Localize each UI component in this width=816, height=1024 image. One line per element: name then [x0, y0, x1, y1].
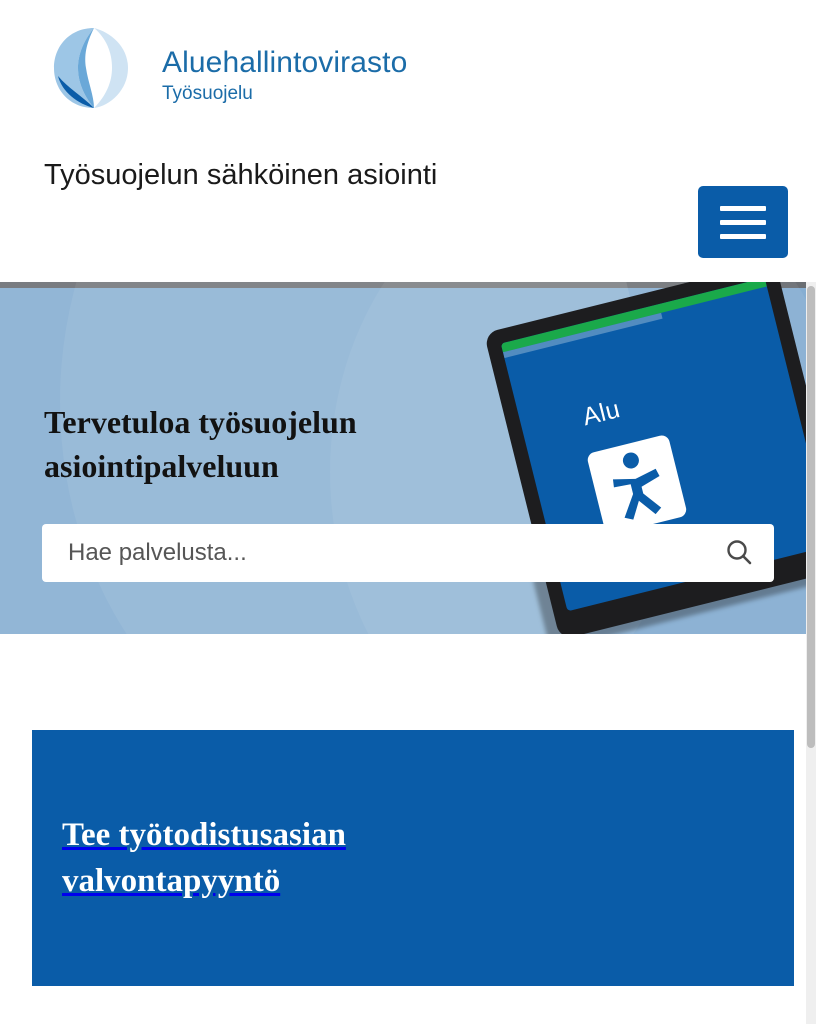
page-title: Työsuojelun sähköinen asiointi [44, 159, 438, 191]
service-card[interactable] [32, 730, 794, 986]
brand-subtitle: Työsuojelu [162, 83, 253, 104]
hero-heading: Tervetuloa työsuojelun asiointipalveluun [44, 404, 357, 484]
hamburger-menu-button[interactable] [698, 186, 788, 258]
brand-block[interactable] [0, 0, 816, 114]
page-scrollbar-thumb[interactable] [807, 286, 815, 748]
search-button[interactable] [704, 524, 774, 582]
hero-banner [0, 282, 816, 634]
tablet-screen-text: Alu [579, 395, 624, 432]
accessibility-icon [586, 434, 688, 536]
aluehallintovirasto-logo-icon [48, 22, 140, 114]
page-header [0, 0, 816, 282]
hamburger-menu-icon-bar3 [720, 234, 766, 239]
brand-title: Aluehallintovirasto [162, 46, 408, 79]
search-bar[interactable] [42, 524, 774, 582]
hamburger-menu-icon-bar2 [720, 220, 766, 225]
content-area [0, 634, 816, 1024]
search-input[interactable] [42, 524, 704, 582]
service-card-title: Tee työtodistusasian valvontapyyntö [62, 817, 346, 899]
brand-text [162, 46, 407, 106]
hamburger-menu-icon [720, 206, 766, 211]
search-icon [724, 537, 754, 570]
